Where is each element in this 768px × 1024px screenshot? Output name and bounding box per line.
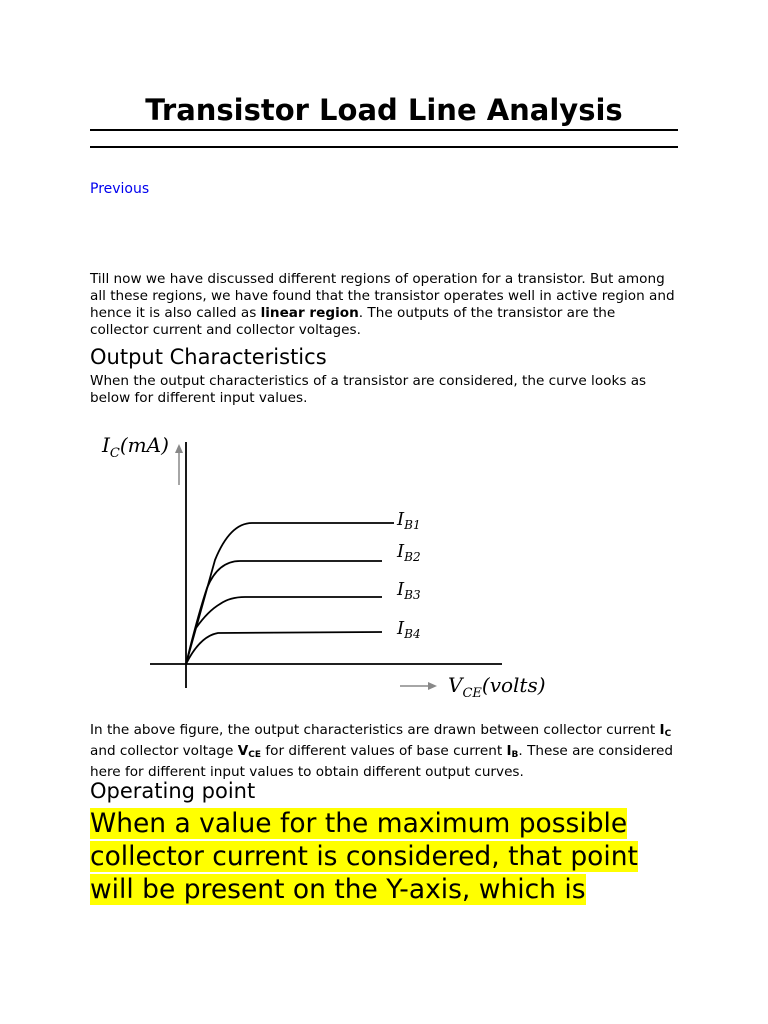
curve-ib3 — [196, 597, 382, 628]
vce-symbol: $V_{CE}$ — [237, 743, 262, 760]
intro-paragraph — [90, 271, 678, 339]
output-characteristics-text: When the output characteristics of a transistor are considered, the curve looks as below for different input values. — [90, 373, 647, 406]
ic-symbol: $I_C$ — [659, 722, 672, 739]
curve-ib2 — [186, 561, 382, 664]
curve-label-ib3: $I_{B3}$ — [397, 579, 421, 602]
figure-description-paragraph — [90, 722, 678, 781]
y-axis-label: $I_C(mA)$ — [102, 433, 169, 461]
curve-ib4 — [186, 632, 382, 664]
intro-text-before: Till now we have discussed different regions of operation for a transistor. But among all these regions, we have found that the transistor operates well in active region and hence it is also called as — [90, 271, 675, 321]
para3-text-1: In the above figure, the output characteristics are drawn between collector current — [90, 722, 660, 738]
highlighted-paragraph — [90, 807, 678, 906]
previous-link[interactable]: Previous — [90, 181, 150, 197]
output-characteristics-figure — [90, 420, 560, 705]
para3-text-2: and collector voltage — [90, 743, 238, 759]
operating-point-heading: Operating point — [90, 779, 256, 803]
output-characteristics-heading: Output Characteristics — [90, 345, 327, 369]
highlighted-text: When a value for the maximum possible collector current is considered, that point will be present on the Y-axis, which is — [90, 808, 638, 905]
intro-bold-term: linear region — [260, 305, 359, 321]
intro-text-after: . The outputs of the transistor are the collector current and collector voltages. — [90, 305, 616, 338]
y-axis-arrowhead — [175, 444, 183, 453]
para3-text-4: . These are considered here for different input values to obtain different output curves. — [90, 743, 673, 780]
para3-text-3: for different values of base current — [261, 743, 507, 759]
ib-symbol: $I_B$ — [506, 743, 519, 760]
curve-label-ib4: $I_{B4}$ — [397, 618, 421, 641]
section-divider — [90, 146, 678, 148]
x-axis-label: $V_{CE}(volts)$ — [448, 673, 546, 701]
curve-ib1 — [186, 523, 394, 664]
page-title: Transistor Load Line Analysis — [145, 93, 623, 127]
x-axis-arrowhead — [428, 682, 437, 690]
curve-label-ib1: $I_{B1}$ — [397, 509, 421, 532]
curve-label-ib2: $I_{B2}$ — [397, 541, 421, 564]
title-underline — [90, 129, 678, 131]
